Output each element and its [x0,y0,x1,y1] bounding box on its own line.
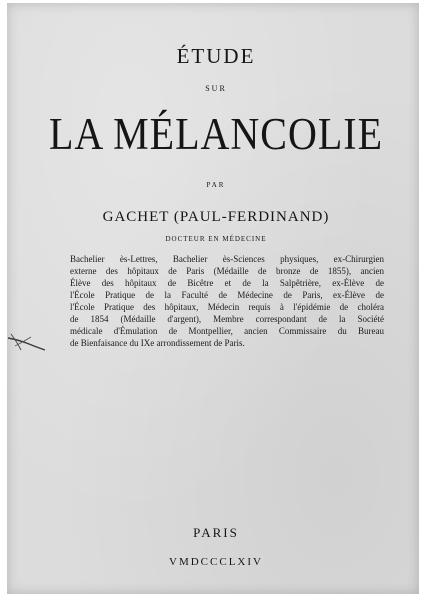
author-biography [70,253,384,349]
margin-pen-mark [7,328,47,358]
bio-line: Élève des hôpitaux de Bicêtre et de la Salpêtrière, ex-Élève de [70,278,384,288]
heading-top: ÉTUDE [176,44,256,68]
publication-date: VMDCCCLXIV [169,556,263,568]
by-word: PAR [206,181,226,189]
author-degree: DOCTEUR EN MÉDECINE [165,235,267,243]
connector-word: SUR [205,84,227,93]
main-title: LA MÉLANCOLIE [48,107,384,160]
bio-line: l'École Pratique de la Faculté de Médecine de Paris, ex-Élève de [70,290,384,300]
bio-line: de 1854 (Médaille d'argent), Membre correspondant de la Société [70,314,384,324]
bio-line: externe des hôpitaux de Paris (Médaille de bronze de 1855), ancien [70,266,384,276]
publication-place: PARIS [193,525,239,540]
bio-line: de Bienfaisance du IXe arrondissement de Paris. [70,338,245,348]
author-name: GACHET (PAUL-FERDINAND) [102,209,330,225]
bio-line: médicale d'Émulation de Montpellier, ancien Commissaire du Bureau [70,326,384,336]
bio-line: l'École Pratique des hôpitaux, Médecin requis à l'épidémie de choléra [70,302,384,312]
bio-line: Bachelier ès-Lettres, Bachelier ès-Sciences physiques, ex-Chirurgien [70,254,384,264]
